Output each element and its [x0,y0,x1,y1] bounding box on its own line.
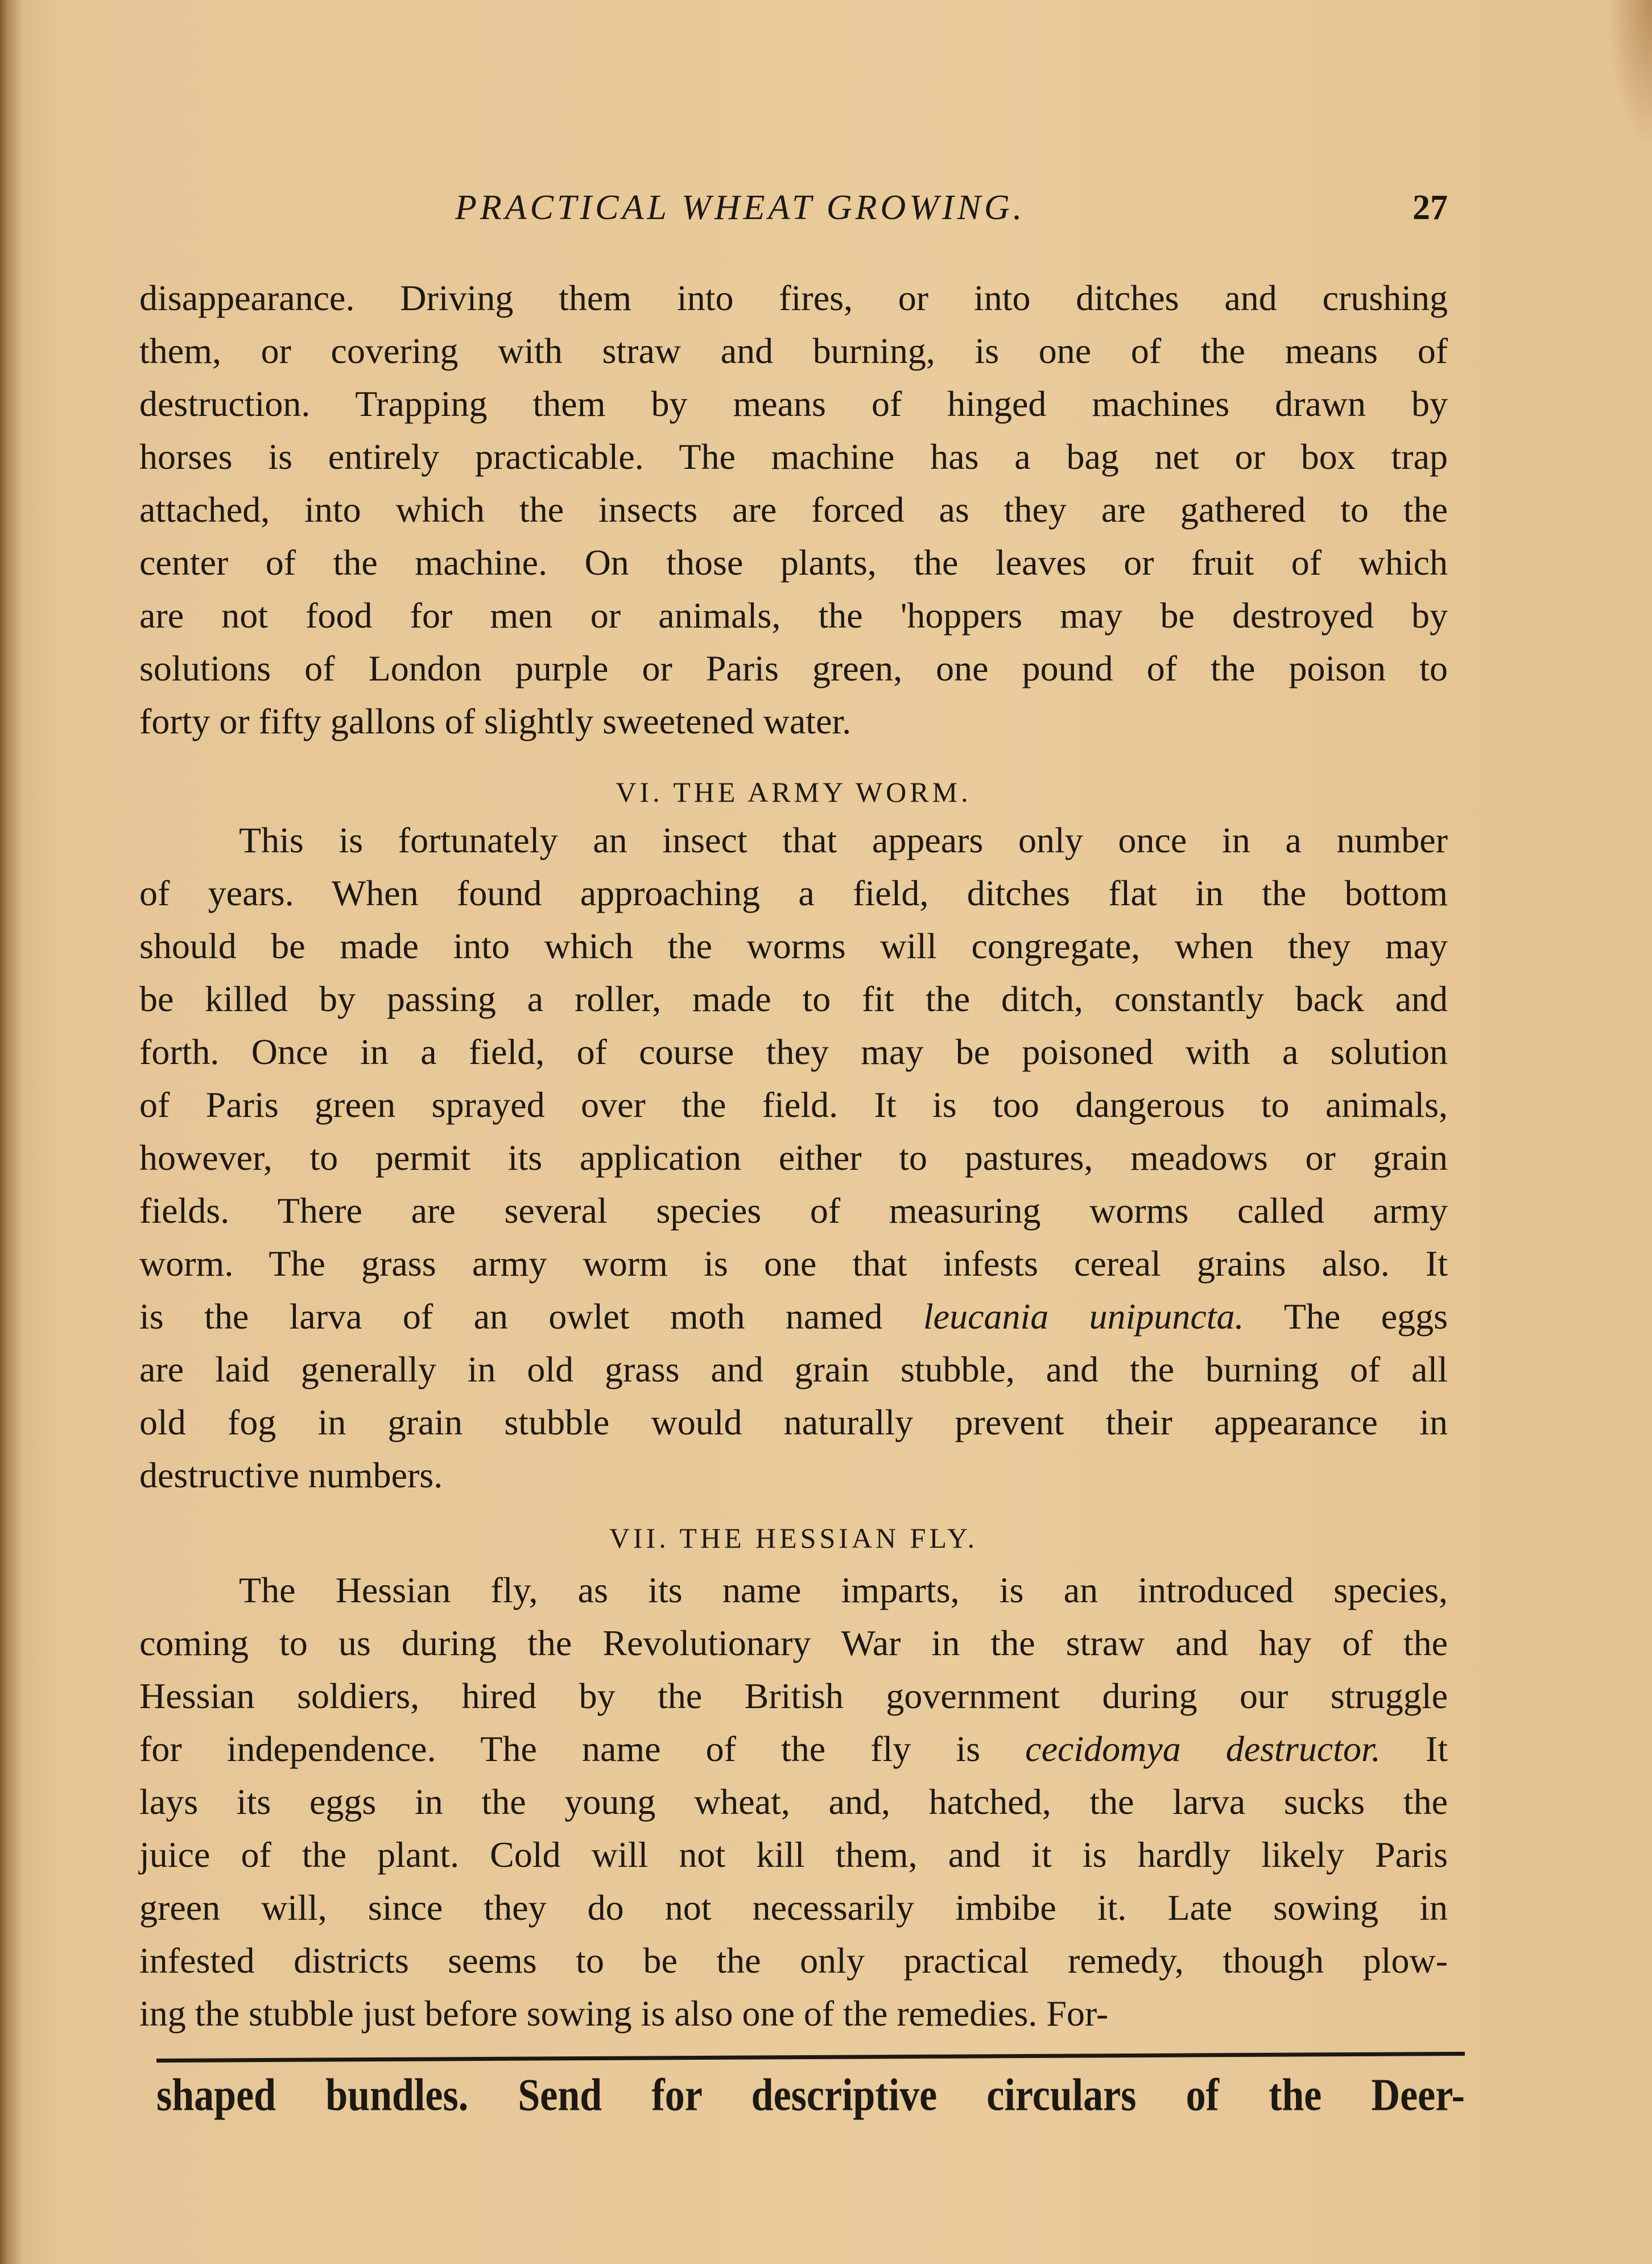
text-line [139,430,1448,483]
text-segment: is the larva of an owlet moth named [139,1296,923,1337]
text-segment: fields. There are several species of measuring worms called army [139,1190,1448,1231]
text-line [139,1396,1448,1449]
text-line [139,1987,1448,2040]
section-heading-army-worm: VI. THE ARMY WORM. [616,776,972,808]
text-segment: destruction. Trapping them by means of hinged machines drawn by [139,383,1448,424]
text-line [139,324,1448,377]
text-line [139,271,1448,324]
text-line [139,1616,1448,1669]
text-line [139,377,1448,430]
text-segment: The Hessian fly, as its name imparts, is an introduced species, [239,1570,1448,1610]
text-line [139,972,1448,1025]
text-line [139,1934,1448,1987]
text-line [139,1669,1448,1722]
advertisement-footer: shaped bundles. Send for descriptive circulars of the Deer- [156,2070,1465,2121]
text-segment: forty or fifty gallons of slightly sweetened water. [139,701,852,741]
text-line [139,1078,1448,1131]
italic-species-name: leucania unipuncta. [923,1296,1244,1337]
text-line [139,536,1448,589]
text-segment: be killed by passing a roller, made to fit the ditch, constantly back and [139,979,1448,1019]
text-line [139,1131,1448,1184]
text-segment: green will, since they do not necessarily imbibe it. Late sowing in [139,1887,1448,1928]
text-segment: The eggs [1244,1296,1448,1337]
text-segment: worm. The grass army worm is one that infests cereal grains also. It [139,1243,1448,1284]
text-line [139,1025,1448,1078]
text-line [139,1184,1448,1237]
paragraph-locust-destruction [139,271,1448,748]
text-segment: disappearance. Driving them into fires, or into ditches and crushing [139,278,1448,318]
text-line [139,695,1448,748]
text-line [139,919,1448,972]
italic-species-name: cecidomya destructor. [1025,1729,1381,1769]
text-segment: ing the stubble just before sowing is also one of the remedies. For- [139,1993,1109,2034]
page-stain [1606,0,1652,148]
text-line [139,1775,1448,1828]
text-line [139,1290,1448,1343]
text-line [139,1881,1448,1934]
text-segment: them, or covering with straw and burning, is one of the means of [139,331,1448,371]
text-segment: This is fortunately an insect that appears only once in a number [239,820,1448,860]
paragraph-army-worm [139,814,1448,1502]
divider-rule [156,2052,1465,2063]
running-header [139,188,1448,239]
text-line [139,483,1448,536]
text-segment: of Paris green sprayed over the field. It is too dangerous to animals, [139,1084,1448,1125]
text-segment: forth. Once in a field, of course they may be poisoned with a solution [139,1032,1448,1072]
text-segment: old fog in grain stubble would naturally prevent their appearance in [139,1402,1448,1442]
text-line [139,867,1448,919]
text-segment: juice of the plant. Cold will not kill them, and it is hardly likely Paris [139,1834,1448,1875]
text-segment: of years. When found approaching a field, ditches flat in the bottom [139,873,1448,913]
text-line [139,1828,1448,1881]
text-line [139,1449,1448,1502]
text-line [139,1343,1448,1396]
text-segment: infested districts seems to be the only practical remedy, though plow- [139,1940,1448,1981]
paragraph-hessian-fly [139,1564,1448,2040]
text-segment: coming to us during the Revolutionary War in the straw and hay of the [139,1623,1448,1663]
text-segment: Hessian soldiers, hired by the British government during our struggle [139,1676,1448,1716]
page-number: 27 [1413,188,1448,227]
text-segment: It [1380,1729,1448,1769]
text-line [139,1564,1448,1616]
running-title: PRACTICAL WHEAT GROWING. [455,188,1026,227]
text-segment: however, to permit its application either to pastures, meadows or grain [139,1137,1448,1178]
text-segment: destructive numbers. [139,1455,443,1495]
text-segment: for independence. The name of the fly is [139,1729,1026,1769]
section-heading-hessian-fly: VII. THE HESSIAN FLY. [609,1522,978,1554]
text-segment: solutions of London purple or Paris green, one pound of the poison to [139,648,1448,688]
text-line [139,589,1448,642]
text-segment: center of the machine. On those plants, the leaves or fruit of which [139,542,1448,583]
text-segment: should be made into which the worms will congregate, when they may [139,926,1448,966]
text-segment: are not food for men or animals, the 'hoppers may be destroyed by [139,595,1448,636]
text-line [139,814,1448,867]
text-segment: horses is entirely practicable. The machine has a bag net or box trap [139,436,1448,477]
text-line [139,1237,1448,1290]
text-segment: attached, into which the insects are forced as they are gathered to the [139,489,1448,530]
text-segment: lays its eggs in the young wheat, and, hatched, the larva sucks the [139,1781,1448,1822]
text-segment: are laid generally in old grass and grain stubble, and the burning of all [139,1349,1448,1389]
text-line [139,1722,1448,1775]
text-line [139,642,1448,695]
